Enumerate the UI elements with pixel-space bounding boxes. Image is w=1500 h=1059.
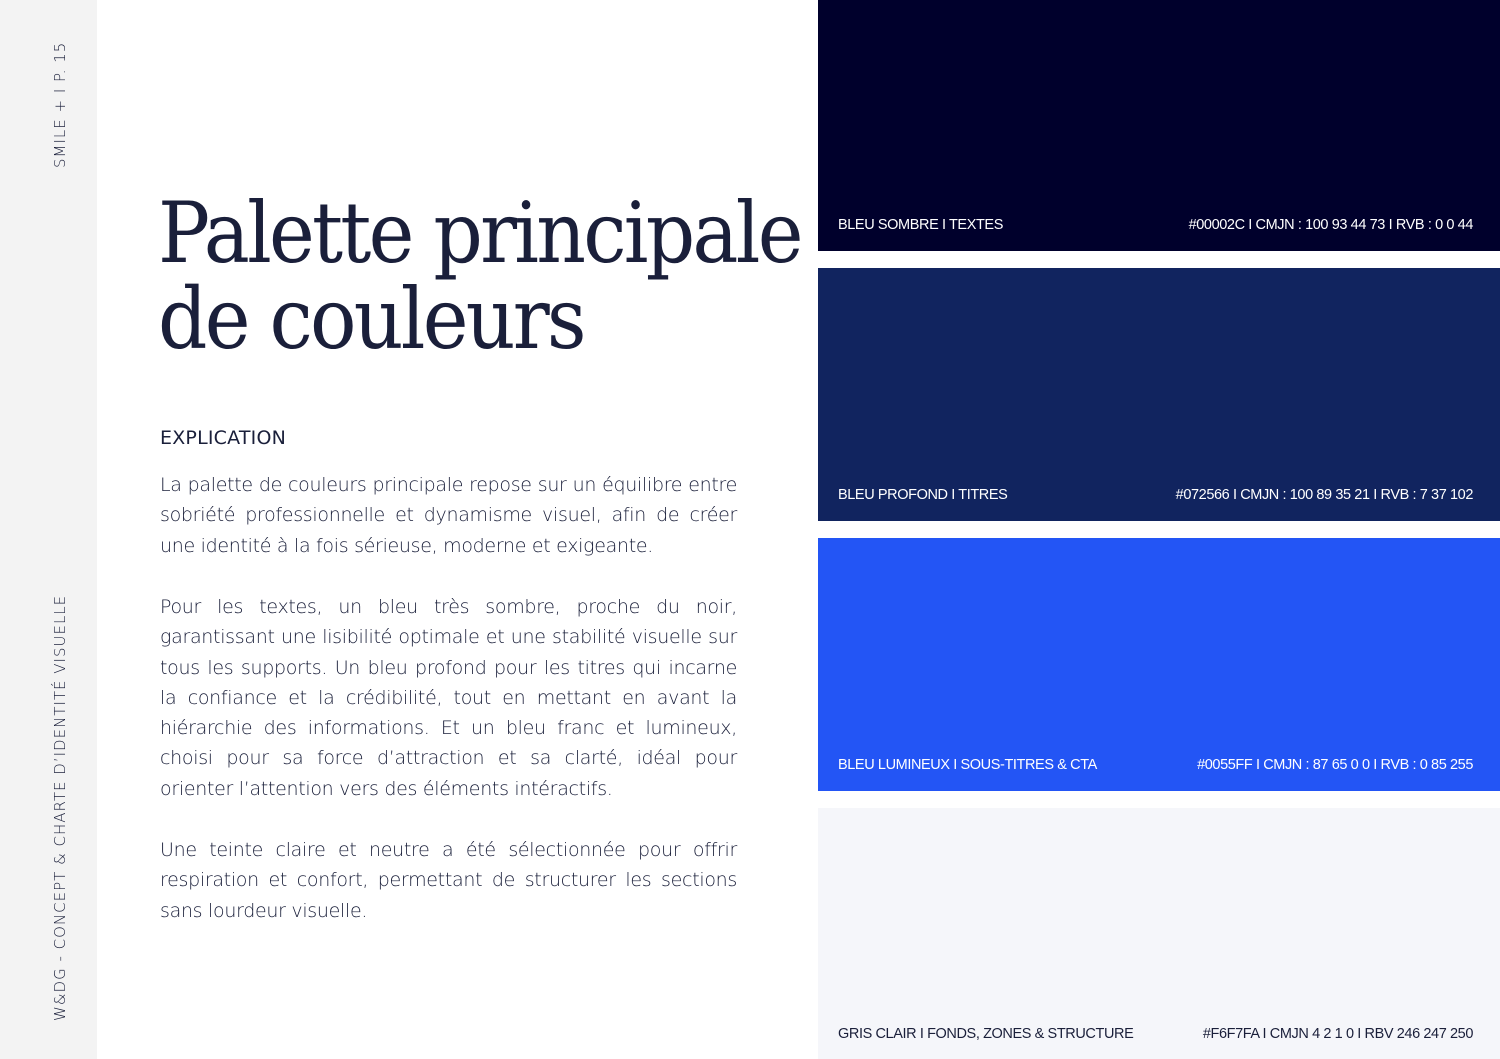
document-title-label: W&DG - CONCEPT & CHARTE D’IDENTITÉ VISUELLE [51, 594, 69, 1021]
sidebar [0, 0, 97, 1059]
paragraph-intro: La palette de couleurs principale repose sur un équilibre entre sobriété professionnelle et dynamisme visuel, afin de créer une identité à la fois sérieuse, moderne et exigeante. [160, 474, 737, 557]
swatch-codes: #F6F7FA I CMJN 4 2 1 0 I RBV 246 247 250 [1202, 1026, 1473, 1042]
paragraph-neutral: Une teinte claire et neutre a été sélectionnée pour offrir respiration et confort, permettant de structurer les sections sans lourdeur visuelle. [160, 839, 737, 922]
swatch-name: BLEU PROFOND I TITRES [838, 487, 1008, 503]
swatch-bleu-lumineux [818, 538, 1500, 791]
swatch-gris-clair [818, 808, 1500, 1059]
page-title [158, 184, 801, 368]
swatch-codes: #0055FF I CMJN : 87 65 0 0 I RVB : 0 85 255 [1197, 757, 1473, 773]
swatch-bleu-profond [818, 268, 1500, 521]
swatch-name: BLEU LUMINEUX I SOUS-TITRES & CTA [838, 757, 1097, 773]
page-title-line-2: de couleurs [158, 270, 584, 368]
swatch-codes: #072566 I CMJN : 100 89 35 21 I RVB : 7 37 102 [1175, 487, 1473, 503]
swatch-bleu-sombre [818, 0, 1500, 251]
swatch-name: GRIS CLAIR I FONDS, ZONES & STRUCTURE [838, 1026, 1134, 1042]
section-heading: EXPLICATION [160, 427, 287, 449]
page-number-label: SMILE + I P. 15 [51, 41, 69, 168]
swatch-name: BLEU SOMBRE I TEXTES [838, 217, 1003, 233]
swatch-codes: #00002C I CMJN : 100 93 44 73 I RVB : 0 0 44 [1188, 217, 1473, 233]
page-title-line-1: Palette principale [158, 184, 801, 282]
paragraph-blues: Pour les textes, un bleu très sombre, proche du noir, garantissant une lisibilité optimale et une stabilité visuelle sur tous les supports. Un bleu profond pour les titres qui incarne la confiance et la crédibilité, tout en mettant en avant la hiérarchie des informations. Et un bleu franc et lumineux, choisi pour sa force d’attraction et sa clarté, idéal pour orienter l’attention vers des éléments intéractifs. [160, 596, 737, 800]
